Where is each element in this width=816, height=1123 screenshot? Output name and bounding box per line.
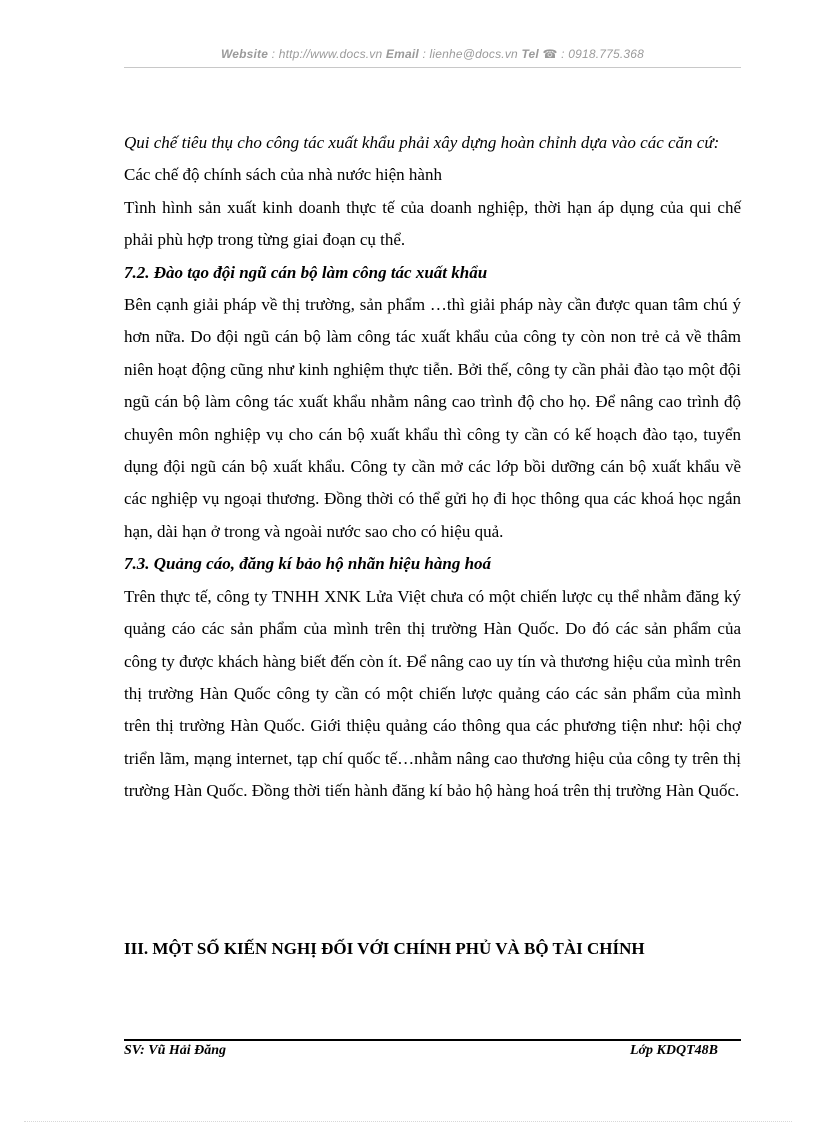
paragraph-business-situation: Tình hình sản xuất kinh doanh thực tế của doanh nghiệp, thời hạn áp dụng của qui chế phải phù hợp trong từng giai đoạn cụ thể. xyxy=(124,197,741,250)
footer-student: SV: Vũ Hải Đăng xyxy=(124,1043,227,1058)
document-body xyxy=(124,127,741,808)
footer-class: Lớp KDQT48B xyxy=(629,1043,718,1058)
page-footer xyxy=(124,1043,718,1059)
paragraph-advertising: Trên thực tế, công ty TNHH XNK Lửa Việt chưa có một chiến lược cụ thể nhằm đăng ký quảng cáo các sản phẩm của mình trên thị trường Hàn Quốc. Do đó các sản phẩm của công ty được khách hàng biết đến còn ít. Để nâng cao uy tín và thương hiệu của mình trên thị trường Hàn Quốc công ty cần có một chiến lược quảng cáo các sản phẩm của mình trên thị trường Hàn Quốc. Giới thiệu quảng cáo thông qua các phương tiện như: hội chợ triển lãm, mạng internet, tạp chí quốc tế…nhằm nâng cao thương hiệu của công ty trên thị trường Hàn Quốc. Đồng thời tiến hành đăng kí bảo hộ hàng hoá trên thị trường Hàn Quốc. xyxy=(124,586,741,801)
tel-label: Tel xyxy=(521,47,539,61)
paragraph-training: Bên cạnh giải pháp về thị trường, sản phẩm …thì giải pháp này cần được quan tâm chú ý hơn nữa. Do đội ngũ cán bộ làm công tác xuất khẩu của công ty còn non trẻ cả về thâm niên hoạt động cũng như kinh nghiệm thực tiễn. Bởi thế, công ty cần phải đào tạo một đội ngũ cán bộ làm công tác xuất khẩu nhằm nâng cao trình độ cho họ. Để nâng cao trình độ chuyên môn nghiệp vụ cho cán bộ xuất khẩu thì công ty cần có kế hoạch đào tạo, tuyển dụng đội ngũ cán bộ xuất khẩu. Công ty cần mở các lớp bồi dưỡng cán bộ xuất khẩu về các nghiệp vụ ngoại thương. Đồng thời có thể gửi họ đi học thông qua các khoá học ngắn hạn, dài hạn ở trong và ngoài nước sao cho có hiệu quả. xyxy=(124,295,741,541)
website-label: Website xyxy=(220,47,269,61)
page-bottom-border xyxy=(24,1121,792,1122)
page-header xyxy=(124,47,741,61)
paragraph-policy: Các chế độ chính sách của nhà nước hiện hành xyxy=(124,165,442,185)
footer-divider xyxy=(124,1039,741,1041)
paragraph-regulation-intro: Qui chế tiêu thụ cho công tác xuất khẩu phải xây dựng hoàn chỉnh dựa vào các căn cứ: xyxy=(124,133,720,152)
header-divider xyxy=(124,67,741,68)
heading-7-3: 7.3. Quảng cáo, đăng kí bảo hộ nhãn hiệu hàng hoá xyxy=(124,554,492,574)
heading-7-2: 7.2. Đào tạo đội ngũ cán bộ làm công tác xuất khẩu xyxy=(124,262,488,282)
email-address[interactable]: : lienhe@docs.vn xyxy=(418,47,522,61)
website-url[interactable]: : http://www.docs.vn xyxy=(268,47,386,61)
section-heading-iii: III. MỘT SỐ KIẾN NGHỊ ĐỐI VỚI CHÍNH PHỦ VÀ BỘ TÀI CHÍNH xyxy=(124,939,645,958)
email-label: Email xyxy=(385,47,419,61)
tel-number: ☎ : 0918.775.368 xyxy=(538,47,645,61)
